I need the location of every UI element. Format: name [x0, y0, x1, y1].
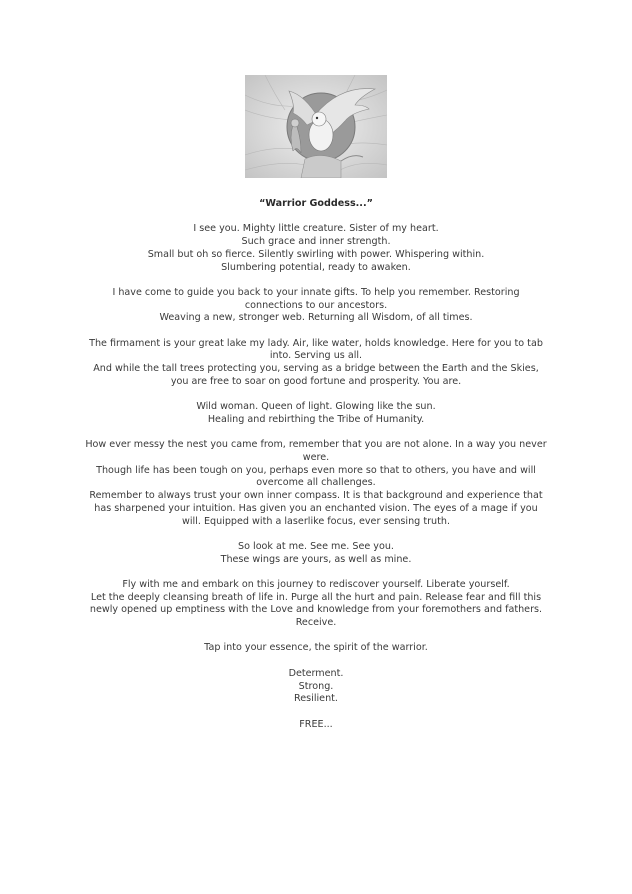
poem-line: Fly with me and embark on this journey to rediscover yourself. Liberate yourself.: [122, 578, 510, 590]
poem-line: How ever messy the nest you came from, remember that you are not alone. In a way you never: [85, 439, 547, 451]
stanza: [60, 223, 572, 274]
poem-line: will. Equipped with a laserlike focus, ever sensing truth.: [182, 515, 450, 527]
owl-goddess-illustration: [245, 75, 387, 178]
owl-head: [312, 112, 326, 126]
poem-line: I have come to guide you back to your innate gifts. To help you remember. Restoring: [112, 286, 520, 298]
stanza: [60, 642, 572, 655]
stanza: [60, 338, 572, 389]
poem-line: Receive.: [295, 617, 337, 629]
poem-line: Let the deeply cleansing breath of life in. Purge all the hurt and pain. Release fear and fill this: [90, 591, 542, 603]
poem-line: connections to our ancestors.: [244, 299, 388, 311]
poem-closing-line: FREE...: [299, 718, 333, 730]
illustration-artwork: [245, 75, 387, 178]
poem-line: Such grace and inner strength.: [241, 236, 391, 248]
poem-line: newly opened up emptiness with the Love and knowledge from your foremothers and fathers.: [89, 604, 543, 616]
stanza: [60, 439, 572, 528]
poem-line: So look at me. See me. See you.: [238, 540, 394, 552]
poem-line: I see you. Mighty little creature. Sister of my heart.: [193, 223, 439, 235]
poem-line: Small but oh so fierce. Silently swirling with power. Whispering within.: [147, 248, 485, 260]
poem-line: Strong.: [298, 680, 334, 692]
goddess-head: [291, 119, 299, 127]
owl-eye: [316, 117, 318, 119]
poem-line: Tap into your essence, the spirit of the warrior.: [204, 642, 428, 654]
poem-line: has sharpened your intuition. Has given you an enchanted vision. The eyes of a mage if you: [94, 502, 538, 514]
poem-line: Healing and rebirthing the Tribe of Humanity.: [207, 413, 425, 425]
poem-line: The firmament is your great lake my lady. Air, like water, holds knowledge. Here for you to tab: [89, 337, 543, 349]
poem-line: Though life has been tough on you, perhaps even more so that to others, you have and will: [96, 464, 536, 476]
poem-line: And while the tall trees protecting you, serving as a bridge between the Earth and the Skies,: [93, 363, 539, 375]
stanza: [60, 719, 572, 732]
poem-line: Resilient.: [294, 693, 338, 705]
poem-line: Determent.: [288, 667, 344, 679]
poem-text: [60, 198, 572, 744]
poem-line: These wings are yours, as well as mine.: [220, 553, 412, 565]
stanza: [60, 541, 572, 566]
stanza: [60, 287, 572, 325]
poem-line: Weaving a new, stronger web. Returning all Wisdom, of all times.: [159, 312, 473, 324]
poem-line: Remember to always trust your own inner compass. It is that background and experience that: [89, 490, 543, 502]
poem-line: overcome all challenges.: [256, 477, 376, 489]
poem-line: Wild woman. Queen of light. Glowing like the sun.: [196, 401, 436, 413]
stanza: [60, 401, 572, 426]
branch-perch: [301, 155, 341, 178]
poem-line: into. Serving us all.: [269, 350, 363, 362]
stanza: [60, 668, 572, 706]
poem-line: were.: [302, 451, 330, 463]
poem-line: you are free to soar on good fortune and prosperity. You are.: [170, 375, 462, 387]
poem-line: Slumbering potential, ready to awaken.: [221, 261, 411, 273]
poem-title: “Warrior Goddess...”: [259, 198, 373, 209]
stanza: [60, 579, 572, 630]
